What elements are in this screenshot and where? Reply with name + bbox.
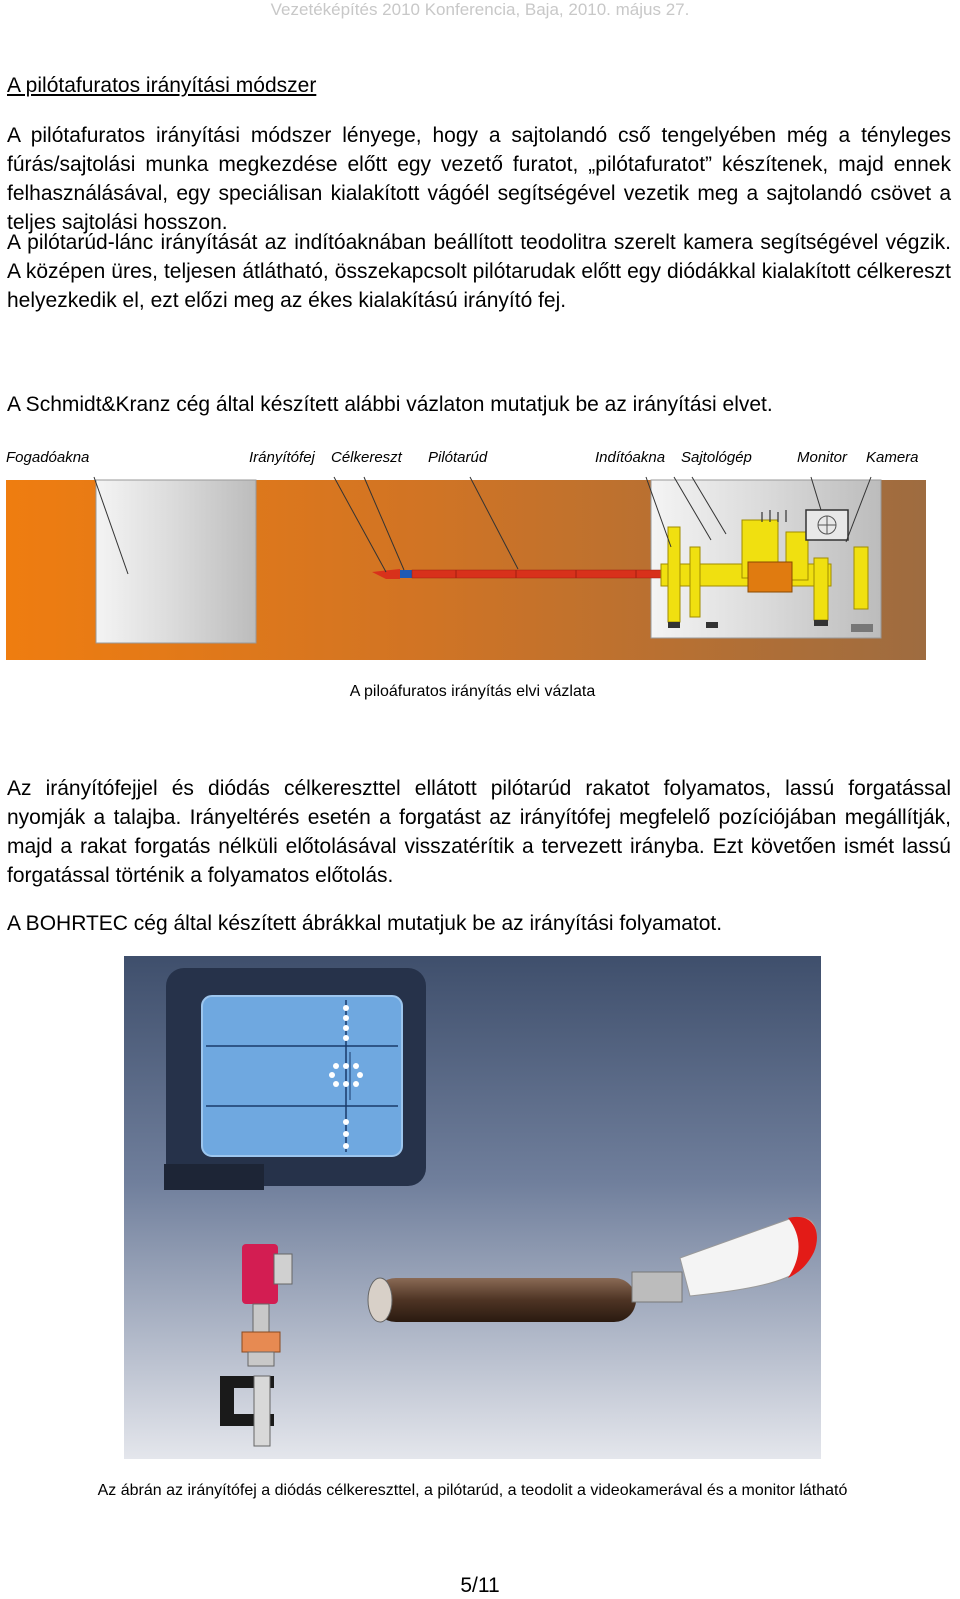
- rod-coupling: [632, 1272, 682, 1302]
- pilot-rod-tube: [374, 1278, 636, 1322]
- label-sajtologep: Sajtológép: [681, 449, 752, 466]
- figure-2-caption: Az ábrán az irányítófej a diódás célkereszttel, a pilótarúd, a teodolit a videokamerával és a monitor látható: [97, 1482, 848, 1499]
- label-inditoakna: Indítóakna: [595, 449, 666, 466]
- paragraph-5: A BOHRTEC cég által készített ábrákkal mutatjuk be az irányítási folyamatot.: [7, 912, 723, 935]
- machine-motor: [748, 562, 792, 592]
- pilot-rod: [412, 570, 664, 578]
- paragraph-4: Az irányítófejjel és diódás célkereszttel ellátott pilótarúd rakatot folyamatos, lassú forgatással nyomják a talajba. Irányeltérés esetén a forgatást az irányítófej megfelelő pozíciójában megállítják, majd a rakat forgatás nélküli előtolásával visszatérítik a tervezett irányba. Ezt követően ismét lassú forgatással történik a folyamatos előtolás.: [7, 777, 951, 887]
- theodolite-ring: [242, 1332, 280, 1352]
- paragraph-2: A pilótarúd-lánc irányítását az indítóaknában beállított teodolitra szerelt kamera segítségével végzik. A középen üres, teljesen átlátható, összekapcsolt pilótarudak előtt egy diódákkal kialakított célkereszt helyezkedik el, ezt előzi meg az ékes kialakítású irányító fej.: [7, 231, 951, 312]
- label-kamera: Kamera: [866, 449, 919, 466]
- label-monitor: Monitor: [797, 449, 848, 466]
- camera-unit: [242, 1244, 278, 1304]
- target-cross: [400, 570, 412, 578]
- page-header: Vezetéképítés 2010 Konferencia, Baja, 2010. május 27.: [270, 0, 690, 19]
- bohrtec-illustration: [124, 956, 821, 1459]
- label-fogadoakna: Fogadóakna: [6, 449, 90, 466]
- receiving-pit: [96, 480, 256, 643]
- page-number: 5/11: [460, 1574, 500, 1597]
- paragraph-1: A pilótafuratos irányítási módszer lényege, hogy a sajtolandó cső tengelyében még a tényleges fúrás/sajtolási munka megkezdése előtt egy vezető furatot, „pilótafuratot” készítenek, majd ennek felhasználásával, egy speciálisan kialakított vágóél segítségével vezetik meg a sajtolandó csövet a teljes sajtolási hosszon.: [7, 124, 951, 234]
- theodolite-stem: [253, 1304, 269, 1332]
- section-title: A pilótafuratos irányítási módszer: [7, 74, 317, 97]
- pilot-bore-schematic: [6, 472, 926, 662]
- figure-1-caption: A piloáfuratos irányítás elvi vázlata: [349, 683, 596, 700]
- label-iranyitofej: Irányítófej: [249, 449, 315, 466]
- label-pilotarud: Pilótarúd: [428, 449, 488, 466]
- paragraph-3: A Schmidt&Kranz cég által készített alábbi vázlaton mutatjuk be az irányítási elvet.: [7, 393, 773, 416]
- label-celkereszt: Célkereszt: [331, 449, 402, 466]
- monitor-stand: [164, 1164, 264, 1190]
- monitor-screen: [202, 996, 402, 1156]
